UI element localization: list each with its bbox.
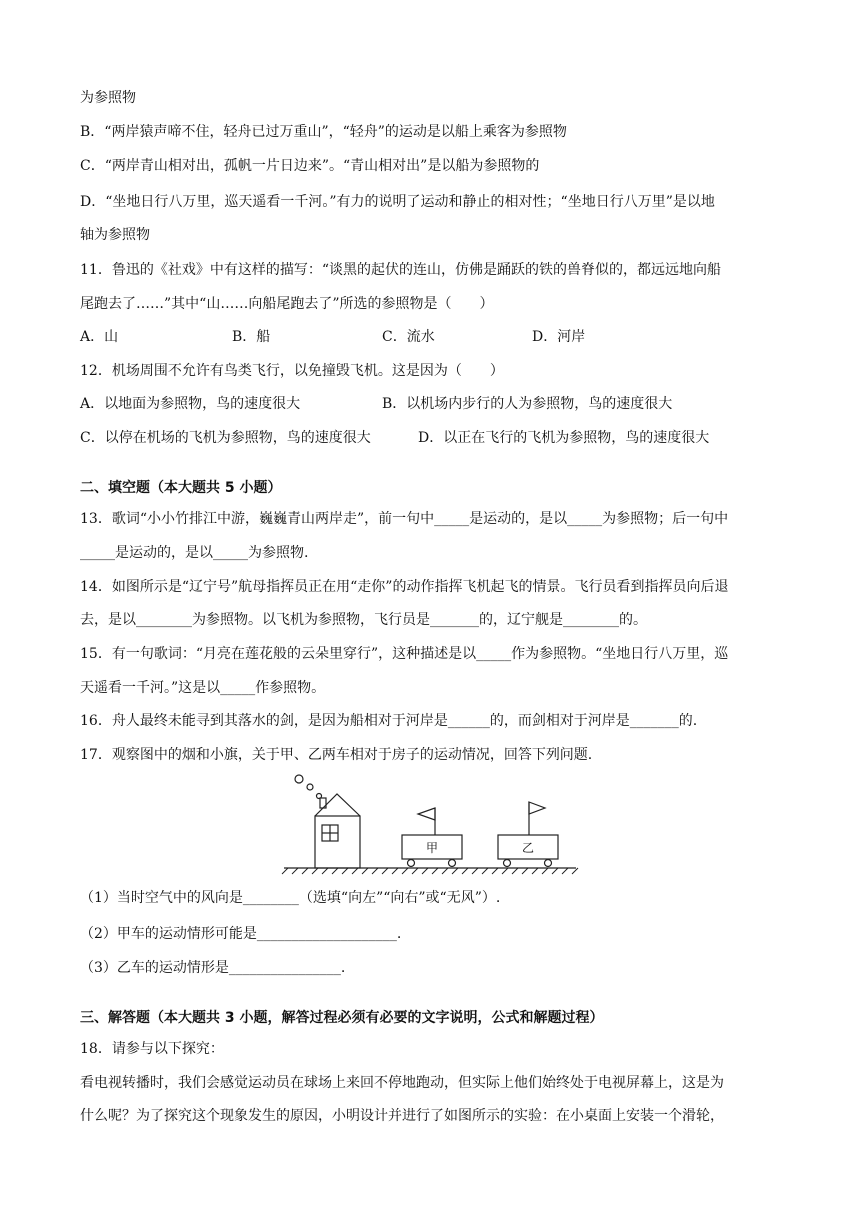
question-17: 17．观察图中的烟和小旗，关于甲、乙两车相对于房子的运动情况，回答下列问题. xyxy=(80,747,593,763)
question-17-part-3: （3）乙车的运动情形是________________. xyxy=(80,960,346,976)
text-line: 轴为参照物 xyxy=(80,227,150,243)
question-14-cont: 去，是以________为参照物。以飞机为参照物，飞行员是_______的，辽宁舰是________的。 xyxy=(80,612,647,628)
question-18-text-cont: 什么呢？为了探究这个现象发生的原因，小明设计并进行了如图所示的实验：在小桌面上安装一个滑轮， xyxy=(80,1108,724,1124)
cart-jia-wheel xyxy=(449,860,456,867)
q11-option-c: C．流水 xyxy=(382,329,435,345)
question-11: 11．鲁迅的《社戏》中有这样的描写：“谈黑的起伏的连山，仿佛是踊跃的铁的兽脊似的，都远远地向船 xyxy=(80,262,721,278)
option-c-q10: C．“两岸青山相对出，孤帆一片日边来”。“青山相对出”是以船为参照物的 xyxy=(80,158,540,174)
q11-option-d: D．河岸 xyxy=(532,329,586,345)
option-d-q10: D．“坐地日行八万里，巡天遥看一千河。”有力的说明了运动和静止的相对性；“坐地日行八万里”是以地 xyxy=(80,194,715,210)
house-body xyxy=(315,816,360,868)
q12-option-a: A．以地面为参照物，鸟的速度很大 xyxy=(80,396,301,412)
question-15: 15．有一句歌词：“月亮在莲花般的云朵里穿行”，这种描述是以_____作为参照物。“坐地日行八万里，巡 xyxy=(80,646,729,662)
question-18: 18．请参与以下探究： xyxy=(80,1041,224,1057)
question-15-cont: 天遥看一千河。”这是以_____作参照物。 xyxy=(80,680,326,696)
section-heading-fill-blank: 二、填空题（本大题共 5 小题） xyxy=(80,480,282,496)
cart-jia-wheel xyxy=(408,860,415,867)
question-17-part-2: （2）甲车的运动情形可能是____________________. xyxy=(80,926,402,942)
cart-jia-label: 甲 xyxy=(425,841,439,855)
cart-yi-label: 乙 xyxy=(521,841,535,855)
question-18-text: 看电视转播时，我们会感觉运动员在球场上来回不停地跑动，但实际上他们始终处于电视屏幕上，这是为 xyxy=(80,1075,724,1091)
text-line: 为参照物 xyxy=(80,90,136,106)
flag-yi-right xyxy=(529,802,545,814)
cart-yi-wheel xyxy=(504,860,511,867)
question-13-cont: _____是运动的，是以_____为参照物. xyxy=(80,545,309,561)
question-14: 14．如图所示是“辽宁号”航母指挥员正在用“走你”的动作指挥飞机起飞的情景。飞行员看到指挥员向后退 xyxy=(80,579,729,595)
question-16: 16．舟人最终未能寻到其落水的剑，是因为船相对于河岸是______的，而剑相对于河岸是_______的. xyxy=(80,713,698,729)
section-heading-answer: 三、解答题（本大题共 3 小题，解答过程必须有必要的文字说明，公式和解题过程） xyxy=(80,1010,604,1026)
question-11-cont: 尾跑去了……”其中“山……向船尾跑去了”所选的参照物是（ ） xyxy=(80,296,494,312)
q12-option-c: C．以停在机场的飞机为参照物，鸟的速度很大 xyxy=(80,430,371,446)
smoke-puff xyxy=(307,784,313,790)
smoke-puff xyxy=(295,775,303,783)
question-17-part-1: （1）当时空气中的风向是________（选填“向左”“向右”或“无风”）. xyxy=(80,890,501,906)
question-12: 12．机场周围不允许有鸟类飞行，以免撞毁飞机。这是因为（ ） xyxy=(80,363,504,379)
flag-jia-left xyxy=(418,808,435,820)
q11-option-a: A．山 xyxy=(80,329,119,345)
cart-yi-wheel xyxy=(545,860,552,867)
q12-option-d: D．以正在飞行的飞机为参照物，鸟的速度很大 xyxy=(418,430,710,446)
q12-option-b: B．以机场内步行的人为参照物，鸟的速度很大 xyxy=(382,396,673,412)
q11-option-b: B．船 xyxy=(232,329,271,345)
question-13: 13．歌词“小小竹排江中游，巍巍青山两岸走”，前一句中_____是运动的，是以_____为参照物；后一句中 xyxy=(80,511,729,527)
option-b-q10: B．“两岸猿声啼不住，轻舟已过万重山”，“轻舟”的运动是以船上乘客为参照物 xyxy=(80,124,567,140)
house-carts-figure xyxy=(280,772,580,876)
